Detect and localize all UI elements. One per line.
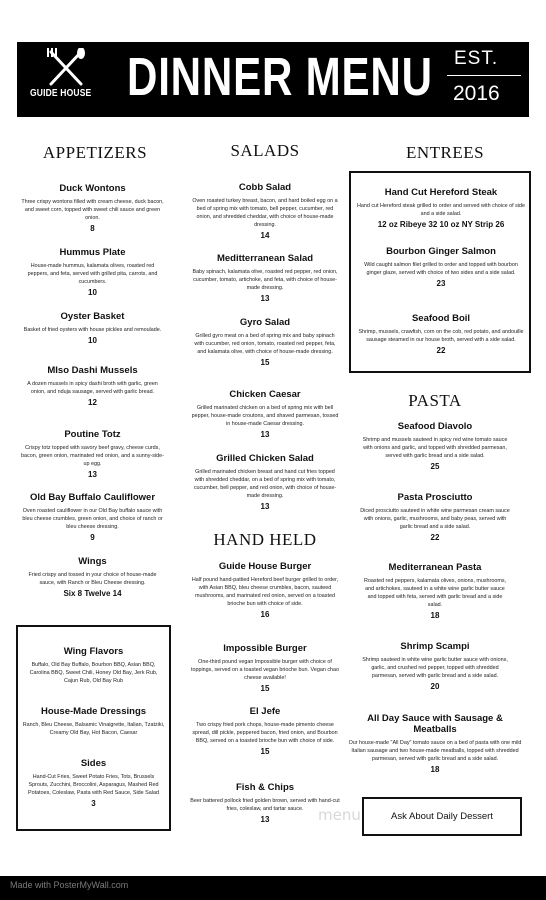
- item-description: Beer battered pollock fried golden brown, served with hand-cut fries, coleslaw, and tartar sauce.: [190, 798, 340, 813]
- menu-item: [20, 183, 165, 233]
- menu-item: [22, 646, 165, 685]
- guide-house-logo: [25, 48, 105, 110]
- item-description: Shrimp sauteed in white wine garlic butter sauce with onions, garlic, and crushed red pepper, topped with shredded parmesan, served with garlic bread and a side salad.: [362, 657, 508, 680]
- menu-item: [360, 492, 510, 542]
- item-name: Pasta Prosciutto: [397, 492, 473, 503]
- brand-name: GUIDE HOUSE: [30, 88, 92, 99]
- est-divider: [447, 75, 521, 76]
- item-name: Cobb Salad: [238, 182, 292, 193]
- menu-item: [190, 706, 340, 756]
- salads-heading: SALADS: [230, 141, 300, 160]
- item-price: 13: [260, 294, 270, 304]
- appetizers-heading: APPETIZERS: [42, 143, 148, 162]
- menu-item: [360, 421, 510, 471]
- item-name: Oyster Basket: [60, 311, 125, 322]
- item-price: 20: [430, 682, 440, 692]
- item-description: Hand cut Hereford steak grilled to order and served with choice of side and a side salad.: [356, 203, 526, 218]
- item-price: 18: [430, 611, 440, 621]
- item-description: Oven roasted turkey breast, bacon, and hard boiled egg on a bed of spring mix with tomato, bell pepper, cucumber, red onion, and shredded cheddar, with choice of house-made dressing.: [192, 198, 338, 229]
- menu-item: [360, 641, 510, 691]
- item-description: Two crispy fried pork chops, house-made pimento cheese spread, dill pickle, peppered bacon, fried onion, and Bourbon BBQ, served on a toasted brioche bun with choice of side.: [192, 722, 338, 745]
- item-price: 10: [88, 336, 97, 346]
- menu-item: [356, 313, 526, 355]
- item-description: Shrimp, mussels, crawfish, corn on the cob, red potato, and andouille sausage steamed in our house broth, served with a side salad.: [358, 329, 524, 344]
- item-description: Shrimp and mussels sauteed in spicy red wine tomato sauce with onions and garlic, and topped with shredded parmesan, served with garlic bread and a side salad.: [362, 437, 508, 460]
- menu-item: [356, 246, 526, 288]
- item-name: Meditterranean Salad: [216, 253, 314, 264]
- item-description: One-third pound vegan Impossible burger with choice of toppings, served on a toasted vegan brioche bun. Vegan chao cheese available!: [190, 659, 340, 682]
- item-description: Baby spinach, kalamata olive, roasted red pepper, red onion, cucumber, tomato, artichoke, and feta, with choice of house-made dressing.: [192, 269, 338, 292]
- item-description: Hand-Cut Fries, Sweet Potato Fries, Tots, Brussels Sprouts, Zucchini, Broccolini, Asparagus, Mashed Red Potatoes, Coleslaw, Pasta with Red Sauce, Side Salad: [28, 774, 159, 797]
- menu-item: [190, 453, 340, 511]
- item-price: 13: [88, 470, 97, 480]
- item-price: 13: [260, 430, 270, 440]
- item-price: 9: [90, 533, 95, 543]
- menu-item: [20, 311, 165, 345]
- item-name: Seafood Diavolo: [397, 421, 473, 432]
- item-name: Poutine Totz: [64, 429, 121, 440]
- menu-item: [190, 182, 340, 240]
- item-name: Wing Flavors: [63, 646, 124, 657]
- item-name: Duck Wontons: [59, 183, 126, 194]
- menu-item: [360, 562, 510, 620]
- menu-item: [190, 317, 340, 367]
- entrees-heading: ENTREES: [405, 143, 485, 162]
- item-name: Seafood Boil: [411, 313, 471, 324]
- item-name: Gyro Salad: [239, 317, 291, 328]
- item-name: MIso Dashi Mussels: [47, 365, 138, 376]
- item-description: Diced prosciutto sauteed in white wine parmesan cream sauce with onions, garlic, mushrooms, and baby peas, served with garlic bread and a side salad.: [360, 508, 510, 531]
- item-description: Our house-made "All Day" tomato sauce on a bed of pasta with one mild Italian sausage and two house-made meatballs, topped with shredded parmesan, served with garlic bread and a side salad.: [348, 740, 522, 763]
- item-price: 15: [260, 747, 270, 757]
- item-description: House-made hummus, kalamata olives, roasted red peppers, and feta, served with grilled pita, carrots, and cucumbers.: [27, 263, 158, 286]
- item-price: 13: [260, 502, 270, 512]
- item-price: 13: [260, 815, 270, 825]
- item-name: Hand Cut Hereford Steak: [384, 187, 498, 198]
- item-description: Grilled marinated chicken breast and hand cut fries topped with shredded cheddar, on a bed of spring mix with tomato, cucumber, bell pepper, and red onion, with choice of house-made dressing.: [193, 469, 337, 500]
- footer-credit: Made with PosterMyWall.com: [10, 880, 129, 890]
- watermark: menu: [318, 806, 361, 824]
- menu-item: [190, 643, 340, 693]
- item-description: A dozen mussels in spicy dashi broth with garlic, green onion, and nduja sausage, served with garlic bread.: [27, 381, 158, 396]
- item-description: Wild caught salmon filet grilled to order and topped with bourbon ginger glaze, served with choice of two sides and a side salad.: [364, 262, 518, 277]
- item-name: Wings: [78, 556, 107, 567]
- item-price: 14: [260, 231, 270, 241]
- menu-item: [345, 713, 525, 774]
- menu-item: [190, 253, 340, 303]
- item-price: 22: [430, 533, 440, 543]
- item-price: 16: [260, 610, 270, 620]
- item-price: Six 8 Twelve 14: [63, 589, 122, 599]
- item-description: Basket of fried oysters with house pickles and remoulade.: [23, 327, 162, 333]
- menu-item: [190, 561, 340, 619]
- item-price: 18: [430, 765, 440, 775]
- item-name: Old Bay Buffalo Cauliflower: [29, 492, 156, 503]
- menu-item: [20, 429, 165, 479]
- hand-held-heading: HAND HELD: [213, 530, 317, 549]
- crossed-utensils-icon: [45, 48, 87, 88]
- item-description: Fried crispy and tossed in your choice of house-made sauce, with Ranch or Bleu Cheese dressing.: [28, 572, 157, 587]
- item-price: 22: [436, 346, 446, 356]
- item-description: Three crispy wontons filled with cream cheese, duck bacon, and sweet corn, topped with sweet chili sauce and green onion.: [21, 199, 164, 222]
- page-title: DINNER MENU: [127, 47, 433, 107]
- item-description: Ranch, Bleu Cheese, Balsamic Vinaigrette, Italian, Tzatziki, Creamy Old Bay, Hot Bacon, Caesar: [22, 722, 165, 737]
- menu-item: [20, 365, 165, 407]
- item-price: 8: [90, 224, 95, 234]
- item-price: 23: [436, 279, 446, 289]
- menu-item: [20, 492, 165, 542]
- item-description: Roasted red peppers, kalamata olives, onions, mushrooms, and artichokes, sauteed in a white wine garlic butter sauce and topped with feta, served with garlic bread and a side salad.: [363, 578, 507, 609]
- menu-item: [20, 247, 165, 297]
- item-name: Grilled Chicken Salad: [216, 453, 314, 464]
- item-name: Guide House Burger: [218, 561, 312, 572]
- item-price: 3: [91, 799, 96, 809]
- pasta-heading: PASTA: [408, 391, 462, 410]
- item-name: House-Made Dressings: [40, 706, 147, 717]
- item-description: Grilled gyro meat on a bed of spring mix and baby spinach with cucumber, red onion, tomato, roasted red pepper, feta, and kalamata olive, with choice of house-made dressing.: [194, 333, 336, 356]
- item-description: Grilled marinated chicken on a bed of spring mix with bell pepper, house-made croutons, and shaved parmesan, tossed in house-made Caesar dressing.: [191, 405, 339, 428]
- menu-item: [20, 556, 165, 598]
- menu-item: [22, 706, 165, 737]
- item-name: El Jefe: [249, 706, 281, 717]
- item-description: Oven roasted cauliflower in our Old Bay buffalo sauce with bleu cheese crumbles, green onion, and choice of ranch or bleu cheese dressing.: [22, 508, 163, 531]
- item-price: 12: [88, 398, 97, 408]
- item-price: 15: [260, 684, 270, 694]
- item-name: Fish & Chips: [235, 782, 295, 793]
- footer-bar: [0, 876, 546, 900]
- est-label: EST.: [454, 48, 499, 69]
- daily-dessert-note: [364, 811, 520, 822]
- daily-dessert-text: Ask About Daily Dessert: [391, 811, 493, 822]
- item-name: Chicken Caesar: [229, 389, 301, 400]
- item-name: Shrimp Scampi: [400, 641, 470, 652]
- item-name: Impossible Burger: [223, 643, 307, 654]
- est-year: 2016: [453, 82, 500, 105]
- menu-item: [22, 758, 165, 808]
- item-name: Sides: [80, 758, 107, 769]
- menu-header: [17, 42, 529, 117]
- item-description: Crispy totz topped with savory beef gravy, cheese curds, bacon, green onion, marinated red onion, and a sunny-side-up egg.: [21, 445, 164, 468]
- item-price: 10: [88, 288, 97, 298]
- item-name: Bourbon Ginger Salmon: [386, 246, 496, 257]
- item-description: Buffalo, Old Bay Buffalo, Bourbon BBQ, Asian BBQ, Carolina BBQ, Sweet Chili, Honey Old Bay, Jerk Rub, Cajun Rub, Old Bay Rub: [29, 662, 158, 685]
- item-price: 15: [260, 358, 270, 368]
- item-name: All Day Sauce with Sausage & Meatballs: [367, 713, 503, 735]
- item-name: Mediterranean Pasta: [388, 562, 482, 573]
- menu-item: [356, 187, 526, 229]
- item-price: 25: [430, 462, 440, 472]
- item-name: Hummus Plate: [59, 247, 126, 258]
- menu-item: [190, 389, 340, 439]
- item-price: 12 oz Ribeye 32 10 oz NY Strip 26: [377, 220, 505, 230]
- item-description: Half pound hand-pattied Hereford beef burger grilled to order, with Asian BBQ, bleu cheese crumbles, bacon, sauteed mushrooms, and marinated red onion, served on a toasted brioche bun with choice of side.: [191, 577, 339, 608]
